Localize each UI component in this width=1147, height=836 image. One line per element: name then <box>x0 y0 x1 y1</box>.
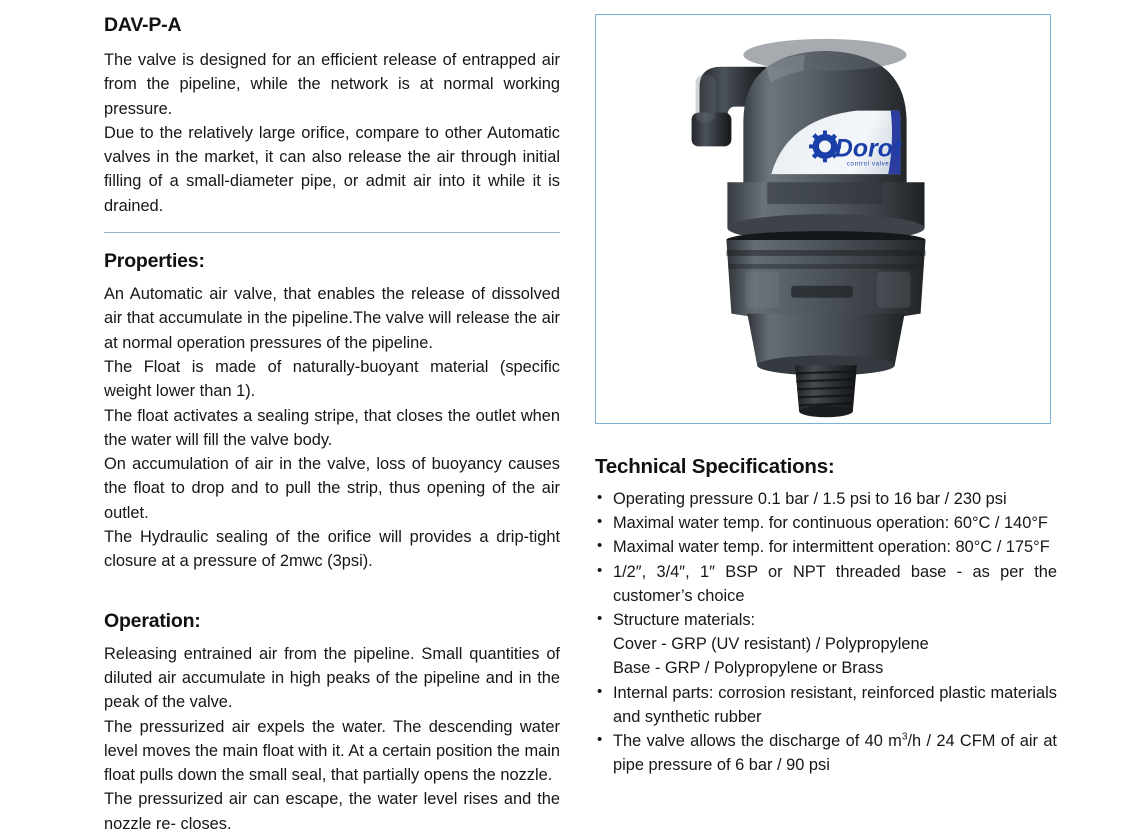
properties-paragraph-5: The Hydraulic sealing of the orifice will provides a drip-tight closure at a pressure of 2mwc (3psi). <box>104 528 560 571</box>
technical-specifications-list <box>595 487 1057 777</box>
spec-subline: Cover - GRP (UV resistant) / Polypropylene <box>613 635 929 654</box>
product-image-frame <box>595 14 1051 424</box>
page-title: DAV-P-A <box>104 14 182 36</box>
product-photo-valve <box>596 15 1050 423</box>
spec-item <box>595 511 1057 535</box>
properties-heading: Properties: <box>104 250 205 273</box>
operation-paragraph-2: The pressurized air expels the water. The descending water level moves the main float with it. At a certain position the main float pulls down the small seal, that partially opens the nozzle. <box>104 717 560 785</box>
left-content-column <box>104 14 560 836</box>
operation-paragraph-1: Releasing entrained air from the pipeline. Small quantities of diluted air accumulate in high peaks of the pipeline and in the peak of the valve. <box>104 644 560 712</box>
spec-text: Internal parts: corrosion resistant, reinforced plastic materials and synthetic rubber <box>613 683 1057 726</box>
spec-text: Maximal water temp. for intermittent operation: 80°C / 175°F <box>613 538 1050 557</box>
valve-threaded-base <box>795 365 857 417</box>
spec-item <box>595 729 1057 777</box>
intro-paragraph-2: Due to the relatively large orifice, compare to other Automatic valves in the market, it can also release the air through initial filling of a small-diameter pipe, or admit air into it while it is drained. <box>104 123 560 215</box>
spec-text: Operating pressure 0.1 bar / 1.5 psi to 16 bar / 230 psi <box>613 490 1007 508</box>
spec-text: 1/2″, 3/4″, 1″ BSP or NPT threaded base - as per the customer’s choice <box>613 562 1057 605</box>
right-content-column <box>595 14 1057 777</box>
spec-text: The valve allows the discharge of 40 $m^3/h / 24$ CFM of air at pipe pressure of 6 bar / 90 psi <box>613 731 1057 775</box>
properties-paragraph-3: The float activates a sealing stripe, that closes the outlet when the water will fill the valve body. <box>104 406 560 449</box>
properties-paragraph-1: An Automatic air valve, that enables the release of dissolved air that accumulate in the pipeline.The valve will release the air at normal operation pressures of the pipeline. <box>104 285 560 352</box>
properties-paragraph-2: The Float is made of naturally-buoyant material (specific weight lower than 1). <box>104 357 560 401</box>
operation-heading: Operation: <box>104 609 201 632</box>
spec-item <box>595 487 1057 511</box>
spec-subline: Base - GRP / Polypropylene or Brass <box>613 659 884 678</box>
spec-text: Maximal water temp. for continuous operation: 60°C / 140°F <box>613 514 1048 533</box>
spec-item <box>595 608 1057 681</box>
technical-specifications-heading: Technical Specifications: <box>595 455 835 478</box>
brand-tagline-text: control valves <box>846 161 894 168</box>
brand-name-text: Dorot <box>834 134 902 163</box>
spec-item <box>595 681 1057 729</box>
spec-text: Structure materials: <box>613 611 756 630</box>
valve-body <box>726 240 925 322</box>
spec-item <box>595 560 1057 608</box>
intro-paragraph-1: The valve is designed for an efficient release of entrapped air from the pipeline, while the network is at normal working pressure. <box>104 51 560 118</box>
operation-paragraph-3: The pressurized air can escape, the water level rises and the nozzle re- closes. <box>104 790 560 833</box>
section-divider <box>104 232 560 233</box>
properties-paragraph-4: On accumulation of air in the valve, loss of buoyancy causes the float to drop and to pull the strip, thus opening of the air outlet. <box>104 455 560 522</box>
dorot-logo-icon <box>809 130 903 167</box>
spec-item <box>595 535 1057 559</box>
